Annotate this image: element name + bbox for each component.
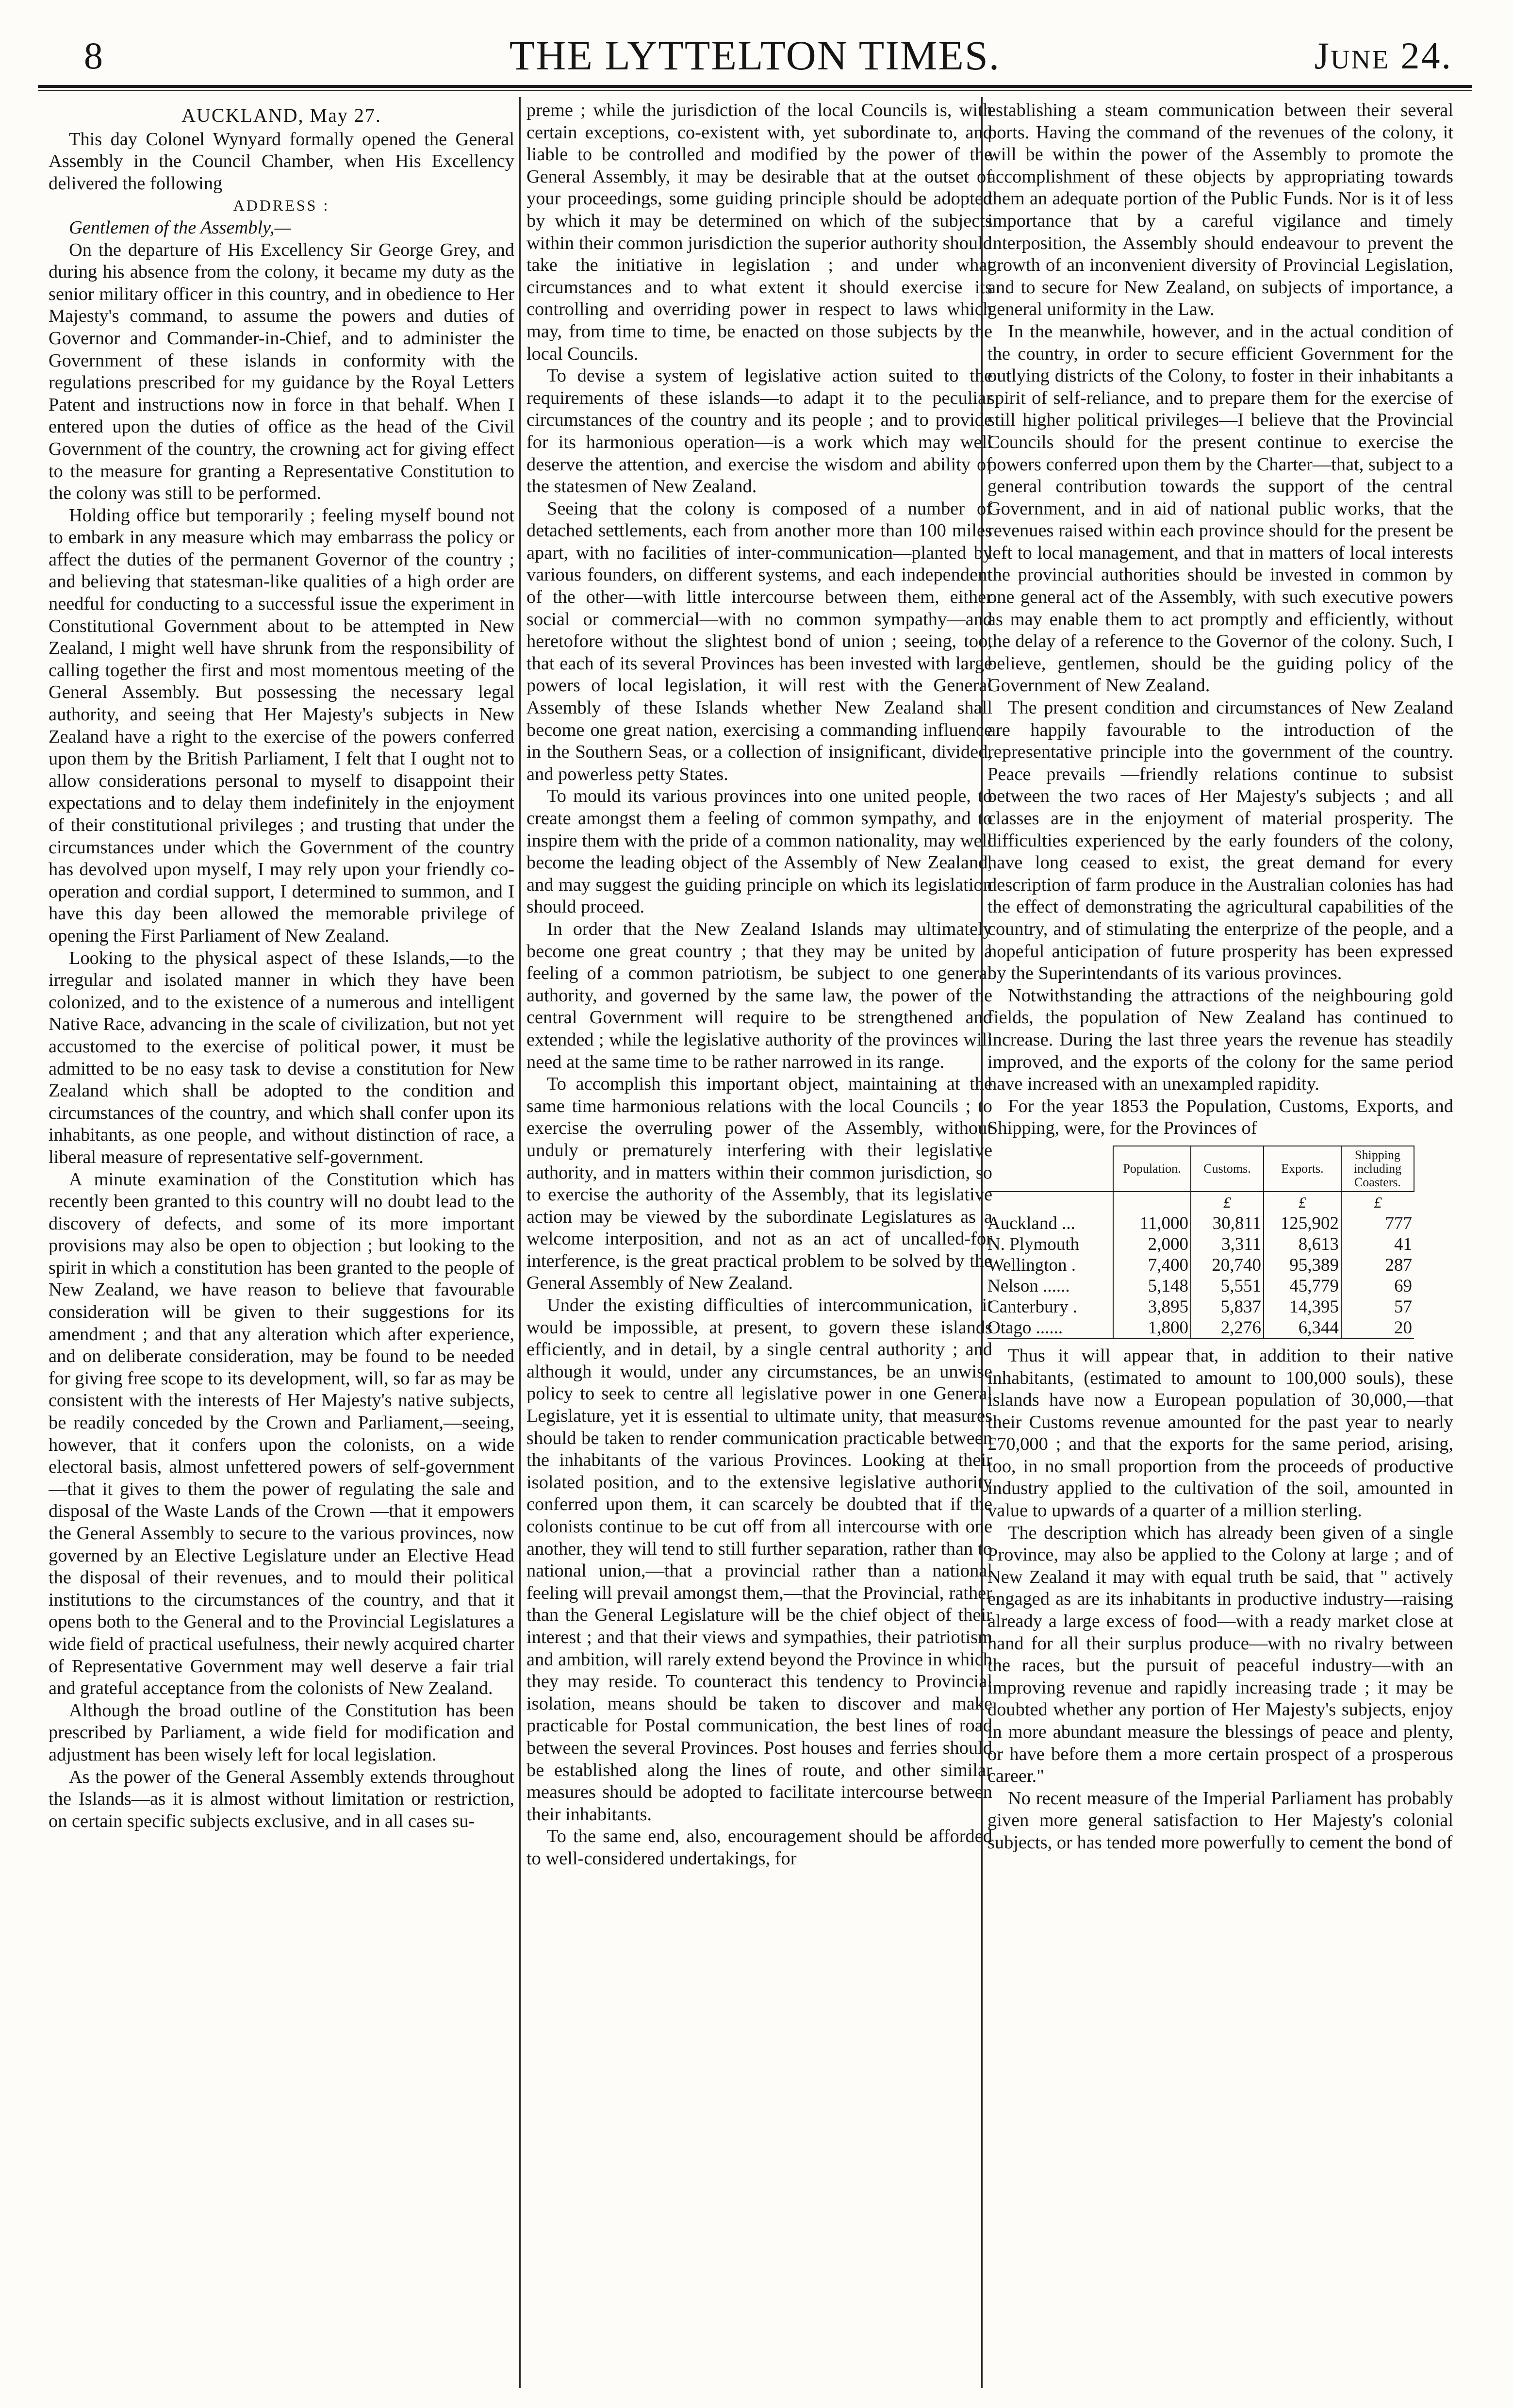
province-cell: Wellington . — [987, 1255, 1076, 1275]
table-cell: 2,276 — [1191, 1317, 1264, 1339]
page-number: 8 — [84, 34, 103, 77]
province-cell: Nelson ...... — [987, 1276, 1070, 1296]
paragraph: For the year 1853 the Population, Customs, Exports, and Shipping, were, for the Provinces of — [987, 1096, 1453, 1139]
table-cell: 41 — [1341, 1234, 1414, 1255]
paragraph: Although the broad outline of the Constitution has been prescribed by Parliament, a wide field for modification and adjustment has been wisely left for local legislation. — [49, 1700, 514, 1765]
province-cell: Otago ...... — [987, 1317, 1113, 1339]
paragraph: In order that the New Zealand Islands may ultimately become one great country ; that they may be united by a feeling of a common patriotism, be subject to one general authority, and governed by the same law, the power of the central Government will require to be strengthened and extended ; while the legislative authority of the provinces will need at the same time to be rather narrowed in its range. — [526, 918, 992, 1072]
paragraph: To the same end, also, encouragement should be afforded to well-considered undertakings, for — [526, 1826, 992, 1869]
table-cell: 5,148 — [1113, 1276, 1191, 1296]
paragraph: To accomplish this important object, maintaining at the same time harmonious relations with the local Councils ; to exercise the overruling power of the Assembly, without unduly or prematurely interfering with their legislative authority, and in matters within their common jurisdiction, so to exercise the authority of the Assembly, that its legislative action may be viewed by the subordinate Legislatures as a welcome interposition, and not as an act of uncalled-for interference, is the great practical problem to be solved by the General Assembly of New Zealand. — [526, 1074, 992, 1294]
column-header: Exports. — [1264, 1146, 1341, 1192]
salutation: Gentlemen of the Assembly,— — [69, 217, 291, 238]
statistics-table — [987, 1146, 1414, 1339]
paragraph: To mould its various provinces into one united people, to create amongst them a feeling of common sympathy, and to inspire them with the pride of a common nationality, may well become the leading object of the Assembly of New Zealand, and may suggest the guiding principle on which its legislation should proceed. — [526, 786, 992, 917]
table-row — [987, 1317, 1414, 1339]
column-header: Shipping including Coasters. — [1341, 1146, 1414, 1192]
paragraph: preme ; while the jurisdiction of the local Councils is, with certain exceptions, co-existent with, yet subordinate to, and liable to be controlled and modified by the power of the General Assembly, it may be desirable that at the outset of your proceedings, some guiding principle should be adopted by which it may be determined on which of the subjects within their common jurisdiction the superior authority should take the initiative in legislation ; and under what circumstances and to what extent it should exercise its controlling and overriding power in respect to laws which may, from time to time, be enacted on those subjects by the local Councils. — [526, 100, 992, 364]
paragraph: Looking to the physical aspect of these Islands,—to the irregular and isolated manner in which they have been colonized, and to the existence of a numerous and intelligent Native Race, advancing in the scale of civilization, but not yet accustomed to the exercise of political power, it must be admitted to be no easy task to devise a constitution for New Zealand which shall be adopted to the condition and circumstances of the country, and which shall confer upon its inhabitants, as one people, and without distinction of race, a liberal measure of representative self-government. — [49, 947, 514, 1167]
table-cell: 20,740 — [1191, 1255, 1264, 1276]
newspaper-title: THE LYTTELTON TIMES. — [509, 32, 1001, 79]
paragraph: establishing a steam communication between their several ports. Having the command of the revenues of the colony, it will be within the power of the Assembly to promote the accomplishment of these objects by appropriating towards them an adequate portion of the Public Funds. Nor is it of less importance that by a careful vigilance and timely interposition, the Assembly should endeavour to prevent the growth of an inconvenient diversity of Provincial Legislation, and to secure for New Zealand, on subjects of importance, a general uniformity in the Law. — [987, 100, 1453, 320]
paragraph: Seeing that the colony is composed of a number of detached settlements, each from another more than 100 miles apart, with no facilities of inter-communication—planted by various founders, on different systems, and each independent of the other—with little intercourse between them, either social or commercial—with no common sympathy—and heretofore without the slightest bond of union ; seeing, too, that each of its several Provinces has been invested with large powers of local legislation, it will rest with the General Assembly of these Islands whether New Zealand shall become one great nation, exercising a commanding influence in the Southern Seas, or a collection of insignificant, divided, and powerless petty States. — [526, 498, 992, 784]
table-cell: 7,400 — [1113, 1255, 1191, 1276]
table-cell: £ — [1341, 1192, 1414, 1213]
masthead-rule-thin — [38, 90, 1472, 91]
paragraph: No recent measure of the Imperial Parliament has probably given more general satisfaction to Her Majesty's colonial subjects, or has tended more powerfully to cement the bond of — [987, 1788, 1453, 1853]
table-cell: 95,389 — [1264, 1255, 1341, 1276]
intro-paragraph: This day Colonel Wynyard formally opened the General Assembly in the Council Chamber, when His Excellency delivered the following — [49, 129, 514, 194]
table-cell: 2,000 — [1113, 1234, 1191, 1255]
table-cell: 3,895 — [1113, 1296, 1191, 1317]
units-row — [987, 1192, 1414, 1213]
column-1 — [49, 100, 514, 2381]
paragraph: In the meanwhile, however, and in the actual condition of the country, in order to secure efficient Government for the outlying districts of the Colony, to foster in their inhabitants a spirit of self-reliance, and to prepare them for the exercise of still higher political privileges—I believe that the Provincial Councils should for the present continue to exercise the powers conferred upon them by the Charter—that, subject to a general contribution towards the support of the central Government, and in aid of national public works, that the revenues raised within each province should for the present be left to local management, and that in matters of local interests the provincial authorities should be invested in common by one general act of the Assembly, with such executive powers as may enable them to act promptly and efficiently, without the delay of a reference to the Governor of the colony. Such, I believe, gentlemen, should be the guiding policy of the Government of New Zealand. — [987, 321, 1453, 696]
table-cell: 69 — [1341, 1276, 1414, 1296]
paragraph: A minute examination of the Constitution which has recently been granted to this country will no doubt lead to the discovery of defects, and some of its more important provisions may also be open to objection ; but looking to the spirit in which a constitution has been granted to the people of New Zealand, we have reason to believe that favourable consideration will be given to their suggestions for its amendment ; and that any alteration which after experience, and on deliberate consideration, may be found to be needed for giving free scope to its development, will, so far as may be consistent with the interests of Her Majesty's native subjects, be readily conceded by the Crown and Parliament,—seeing, however, that it confers upon the colonists, on a wide electoral basis, almost unfettered powers of self-government—that it gives to them the power of regulating the sale and disposal of the Waste Lands of the Crown —that it empowers the General Assembly to secure to the various provinces, now governed by an Elective Legislature under an Elective Head the disposal of their revenues, and to mould their political institutions to the circumstances of the country, and that it opens both to the General and to the Provincial Legislatures a wide field of practical usefulness, their newly acquired charter of Representative Government may well deserve a fair trial and grateful acceptance from the colonists of New Zealand. — [49, 1169, 514, 1699]
table-row — [987, 1255, 1414, 1276]
paragraph: Under the existing difficulties of intercommunication, it would be impossible, at present, to govern these islands efficiently, and in detail, by a single central authority ; and although it would, under any circumstances, be an unwise policy to seek to centre all legislative power in one General Legislature, yet it is essential to ultimate unity, that measures should be taken to render communication practicable between the inhabitants of the various Provinces. Looking at their isolated position, and to the extensive legislative authority conferred upon them, it can scarcely be doubted that if the colonists continue to be cut off from all intercourse with one another, they will tend to still further separation, rather than to national union,—that a provincial rather than a national feeling will prevail amongst them,—that the Provincial, rather than the General Legislature will be the chief object of their interest ; and that their views and sympathies, their patriotism and ambition, will rarely extend beyond the Province in which they may reside. To counteract this tendency to Provincial isolation, means should be taken to discover and make practicable for Postal communication, the best lines of road between the several Provinces. Post houses and ferries should be established along the lines of route, and other similar measures should be adopted to facilitate intercourse between their inhabitants. — [526, 1295, 992, 1825]
table-cell: 20 — [1341, 1317, 1414, 1339]
table-cell: 1,800 — [1113, 1317, 1191, 1339]
paragraph: The present condition and circumstances of New Zealand are happily favourable to the introduction of the representative principle into the government of the country. Peace prevails —friendly relations continue to subsist between the two races of Her Majesty's subjects ; and all classes are in the enjoyment of material prosperity. The difficulties experienced by the early founders of the colony, have long ceased to exist, the great demand for every description of farm produce in the Australian colonies has had the effect of demonstrating the agricultural capabilities of the country, and of stimulating the enterprize of the people, and a hopeful anticipation of future prosperity has been expressed by the Superintendants of its various provinces. — [987, 697, 1453, 984]
column-header: Customs. — [1191, 1146, 1264, 1192]
table-cell: 6,344 — [1264, 1317, 1341, 1339]
paragraph: Holding office but temporarily ; feeling myself bound not to embark in any measure which may embarrass the policy or affect the duties of the permanent Governor of the country ; and believing that statesman-like qualities of a high order are needful for conducting to a successful issue the experiment in Constitutional Government about to be attempted in New Zealand, I might well have shrunk from the responsibility of calling together the first and most momentous meeting of the General Assembly. But possessing the necessary legal authority, and seeing that Her Majesty's subjects in New Zealand have a right to the exercise of the powers conferred upon them by the British Parliament, I felt that I ought not to allow considerations personal to myself to disappoint their expectations and to delay them indefinitely in the enjoyment of their constitutional privileges ; and trusting that under the circumstances under which the Government of the country has devolved upon myself, I may rely upon your friendly co-operation and cordial support, I determined to summon, and I have this day been allowed the memorable privilege of opening the First Parliament of New Zealand. — [49, 505, 514, 946]
province-cell: N. Plymouth — [987, 1234, 1080, 1254]
paragraph: Thus it will appear that, in addition to their native inhabitants, (estimated to amount to 100,000 souls), these islands have now a European population of 30,000,—that their Customs revenue amounted for the past year to nearly £70,000 ; and that the exports for the same period, arising, too, in no small proportion from the proceeds of productive industry applied to the cultivation of the soil, amounted in value to upwards of a quarter of a million sterling. — [987, 1345, 1453, 1521]
table-corner — [987, 1146, 1113, 1192]
province-cell: Canterbury . — [987, 1296, 1077, 1317]
table-cell: 11,000 — [1113, 1213, 1191, 1234]
address-heading: ADDRESS : — [233, 197, 330, 215]
column-header: Population. — [1113, 1146, 1191, 1192]
masthead-rule — [38, 85, 1472, 88]
table-cell: 777 — [1341, 1213, 1414, 1234]
paragraph: To devise a system of legislative action suited to the requirements of these islands—to adapt it to the peculiar circumstances of the country and its people ; and to provide for its harmonious operation—is a work which may well deserve the attention, and exercise the wisdom and ability of the statesmen of New Zealand. — [526, 365, 992, 497]
paragraph: The description which has already been given of a single Province, may also be applied to the Colony at large ; and of New Zealand it may with equal truth be said, that " actively engaged as are its inhabitants in productive industry—raising already a large excess of food—with a ready market close at hand for all their surplus produce—with no rivalry between the races, but the pursuit of peaceful industry—with an improving revenue and rapidly increasing trade ; it may be doubted whether any portion of Her Majesty's subjects, enjoy in more abundant measure the blessings of peace and plenty, or have before them a more certain prospect of a prosperous career." — [987, 1522, 1453, 1787]
paragraph: On the departure of His Excellency Sir George Grey, and during his absence from the colony, it became my duty as the senior military officer in this country, and in obedience to Her Majesty's command, to assume the powers and duties of Governor and Commander-in-Chief, and to administer the Government of these islands in conformity with the regulations prescribed for my guidance by the Royal Letters Patent and instructions now in force in that behalf. When I entered upon the duties of office as the head of the Civil Government of the country, the crowning act for giving effect to the measure for granting a Representative Constitution to the colony was still to be performed. — [49, 239, 514, 504]
table-cell: 45,779 — [1264, 1276, 1341, 1296]
table-row — [987, 1234, 1414, 1255]
table-row — [987, 1296, 1414, 1317]
table-cell: £ — [1264, 1192, 1341, 1213]
table-cell: 8,613 — [1264, 1234, 1341, 1255]
table-cell — [1113, 1192, 1191, 1213]
table-cell: £ — [1191, 1192, 1264, 1213]
table-cell: 14,395 — [1264, 1296, 1341, 1317]
table-cell — [987, 1192, 1113, 1213]
column-divider — [519, 97, 521, 2388]
province-cell: Auckland ... — [987, 1213, 1075, 1233]
issue-date: June 24. — [1314, 34, 1452, 77]
table-row — [987, 1276, 1414, 1296]
table-cell: 57 — [1341, 1296, 1414, 1317]
table-row — [987, 1213, 1414, 1234]
table-cell: 3,311 — [1191, 1234, 1264, 1255]
column-2 — [526, 100, 992, 2381]
table-cell: 287 — [1341, 1255, 1414, 1276]
dateline: AUCKLAND, May 27. — [181, 104, 381, 126]
table-cell: 30,811 — [1191, 1213, 1264, 1234]
paragraph: Notwithstanding the attractions of the neighbouring gold fields, the population of New Zealand has continued to increase. During the last three years the revenue has steadily improved, and the exports of the colony for the same period have increased with an unexampled rapidity. — [987, 985, 1453, 1095]
column-3 — [987, 100, 1453, 2381]
table-cell: 5,551 — [1191, 1276, 1264, 1296]
table-cell: 5,837 — [1191, 1296, 1264, 1317]
paragraph: As the power of the General Assembly extends throughout the Islands—as it is almost without limitation or restriction, on certain specific subjects exclusive, and in all cases su- — [49, 1766, 514, 1831]
table-cell: 125,902 — [1264, 1213, 1341, 1234]
